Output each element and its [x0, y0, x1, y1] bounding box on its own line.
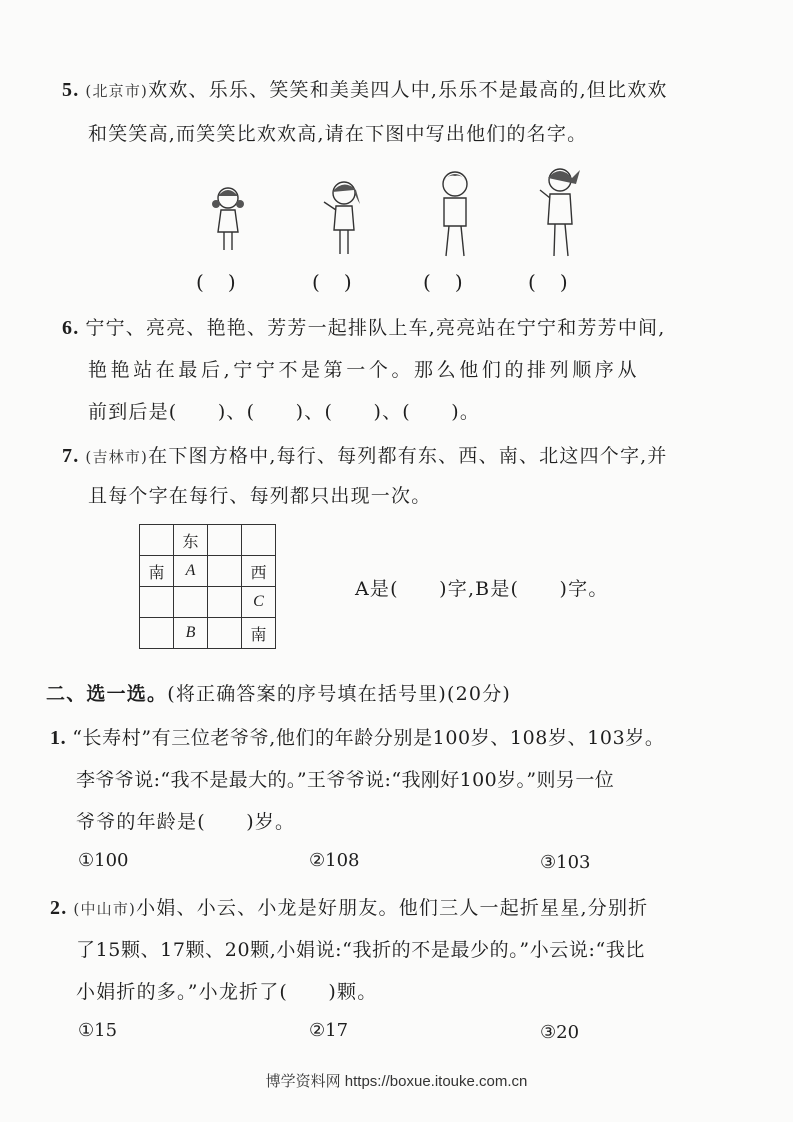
s2q1-line3[interactable]: 爷爷的年龄是( )岁。: [76, 811, 296, 833]
direction-grid: [139, 524, 276, 649]
q7-number: 7.: [62, 445, 80, 467]
s2q2-option-3[interactable]: ③20: [540, 1022, 580, 1043]
girl-small-icon: [208, 184, 248, 256]
grid-cell: A: [174, 556, 208, 587]
q5-blank-4[interactable]: (): [528, 270, 592, 294]
q6-line3[interactable]: 前到后是( )、( )、( )、( )。: [88, 401, 481, 423]
girl-waving-icon: [318, 178, 366, 258]
section2-heading: [46, 680, 511, 708]
s2q1-text-1: “长寿村”有三位老爷爷,他们的年龄分别是100岁、108岁、103岁。: [72, 727, 665, 749]
q6-line1: [62, 314, 666, 342]
grid-cell: [140, 587, 174, 618]
s2q2-option-1[interactable]: ①15: [78, 1020, 118, 1041]
s2q1-line2: 李爷爷说:“我不是最大的。”王爷爷说:“我刚好100岁。”则另一位: [76, 769, 615, 791]
q5-source: (北京市): [85, 82, 149, 100]
grid-cell: 南: [140, 556, 174, 587]
boy-icon: [432, 168, 478, 260]
q5-blank-1[interactable]: (): [196, 270, 260, 294]
q7-text-1: 在下图方格中,每行、每列都有东、西、南、北这四个字,并: [148, 445, 668, 467]
q5-blank-3[interactable]: (): [423, 270, 487, 294]
s2q1-option-1[interactable]: ①100: [78, 850, 129, 871]
section2-note: (将正确答案的序号填在括号里)(20分): [167, 683, 512, 705]
q5-line1: [62, 76, 668, 105]
s2q1-option-3[interactable]: ③103: [540, 852, 591, 873]
grid-cell: [208, 618, 242, 649]
girl-tall-icon: [536, 164, 586, 260]
s2q2-line2: 了15颗、17颗、20颗,小娟说:“我折的不是最少的。”小云说:“我比: [76, 939, 646, 961]
grid-row: [140, 525, 276, 556]
s2q1-number: 1.: [50, 727, 67, 749]
grid-row: [140, 587, 276, 618]
q6-line2: 艳艳站在最后,宁宁不是第一个。那么他们的排列顺序从: [88, 359, 641, 381]
grid-cell: 南: [242, 618, 276, 649]
grid-cell: C: [242, 587, 276, 618]
grid-cell: [208, 525, 242, 556]
s2q1-option-2[interactable]: ②108: [309, 850, 360, 871]
grid-row: [140, 618, 276, 649]
s2q2-text-1: 小娟、小云、小龙是好朋友。他们三人一起折星星,分别折: [136, 897, 649, 919]
s2q2-source: (中山市): [73, 900, 137, 918]
s2q2-line3[interactable]: 小娟折的多。”小龙折了( )颗。: [76, 981, 378, 1003]
grid-cell: 西: [242, 556, 276, 587]
s2q2-line1: [50, 894, 648, 923]
grid-cell: B: [174, 618, 208, 649]
grid-cell: 东: [174, 525, 208, 556]
q5-number: 5.: [62, 79, 80, 101]
grid-row: [140, 556, 276, 587]
grid-cell: [208, 587, 242, 618]
grid-cell: [242, 525, 276, 556]
q5-line2: 和笑笑高,而笑笑比欢欢高,请在下图中写出他们的名字。: [88, 123, 588, 145]
grid-cell: [140, 525, 174, 556]
q5-text-1: 欢欢、乐乐、笑笑和美美四人中,乐乐不是最高的,但比欢欢: [148, 79, 668, 101]
s2q2-option-2[interactable]: ②17: [309, 1020, 349, 1041]
s2q1-line1: [50, 724, 664, 752]
grid-cell: [174, 587, 208, 618]
section2-title: 二、选一选。: [46, 683, 168, 705]
q5-blank-2[interactable]: (): [312, 270, 376, 294]
s2q2-number: 2.: [50, 897, 68, 919]
footer-watermark: 博学资料网 https://boxue.itouke.com.cn: [265, 1073, 528, 1090]
q7-line1: [62, 442, 668, 471]
q7-line2: 且每个字在每行、每列都只出现一次。: [88, 485, 432, 507]
q6-text-1: 宁宁、亮亮、艳艳、芳芳一起排队上车,亮亮站在宁宁和芳芳中间,: [85, 317, 666, 339]
q7-source: (吉林市): [85, 448, 149, 466]
q6-number: 6.: [62, 317, 80, 339]
grid-cell: [208, 556, 242, 587]
grid-cell: [140, 618, 174, 649]
q7-answer[interactable]: A是( )字,B是( )字。: [355, 578, 609, 600]
